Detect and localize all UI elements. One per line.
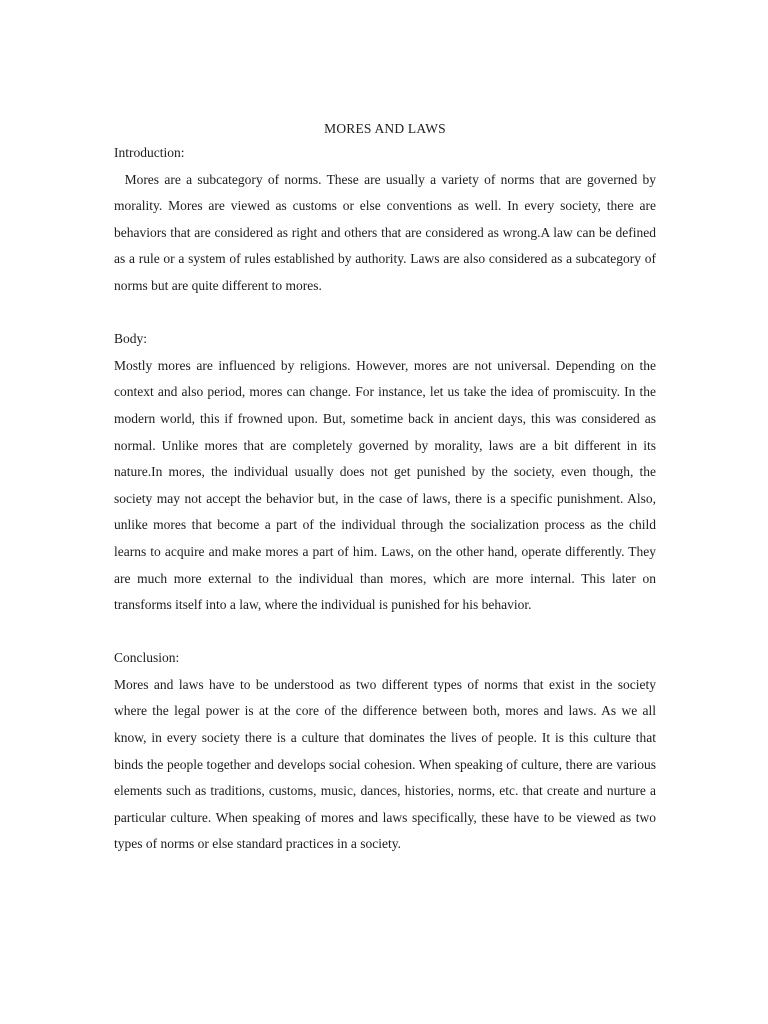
section-spacer (114, 619, 656, 646)
document-page (114, 118, 656, 858)
section-heading-introduction: Introduction: (114, 145, 185, 160)
section-paragraph-body: Mostly mores are influenced by religions. However, mores are not universal. Depending on the context and also period, mores can change. For instance, let us take the idea of promiscuity. In the modern world, this if frowned upon. But, sometime back in ancient days, this was considered as normal. Unlike mores that are completely governed by morality, laws are a bit different in its nature.In mores, the individual usually does not get punished by the society, even though, the society may not accept the behavior but, in the case of laws, there is a specific punishment. Also, unlike mores that become a part of the individual through the socialization process as the child learns to acquire and make mores a part of him. Laws, on the other hand, operate differently. They are much more external to the individual than mores, which are more internal. This later on transforms itself into a law, where the individual is punished for his behavior. (114, 357, 656, 613)
section-spacer (114, 300, 656, 327)
section-body (114, 326, 656, 619)
section-paragraph-conclusion: Mores and laws have to be understood as two different types of norms that exist in the society where the legal power is at the core of the difference between both, mores and laws. As we all know, in every society there is a culture that dominates the lives of people. It is this culture that binds the people together and develops social cohesion. When speaking of culture, there are various elements such as traditions, customs, music, dances, histories, norms, etc. that create and nurture a particular culture. When speaking of mores and laws specifically, these have to be viewed as two types of norms or else standard practices in a society. (114, 676, 656, 852)
section-introduction (114, 140, 656, 300)
section-heading-conclusion: Conclusion: (114, 650, 180, 666)
section-paragraph-introduction: Mores are a subcategory of norms. These are usually a variety of norms that are governed by morality. Mores are viewed as customs or else conventions as well. In every society, there are behaviors that are considered as right and others that are considered as wrong.A law can be defined as a rule or a system of rules established by authority. Laws are also considered as a subcategory of norms but are quite different to mores. (114, 171, 656, 293)
section-heading-body: Body: (114, 331, 148, 347)
section-conclusion (114, 645, 656, 858)
document-title: MORES AND LAWS (324, 121, 446, 136)
